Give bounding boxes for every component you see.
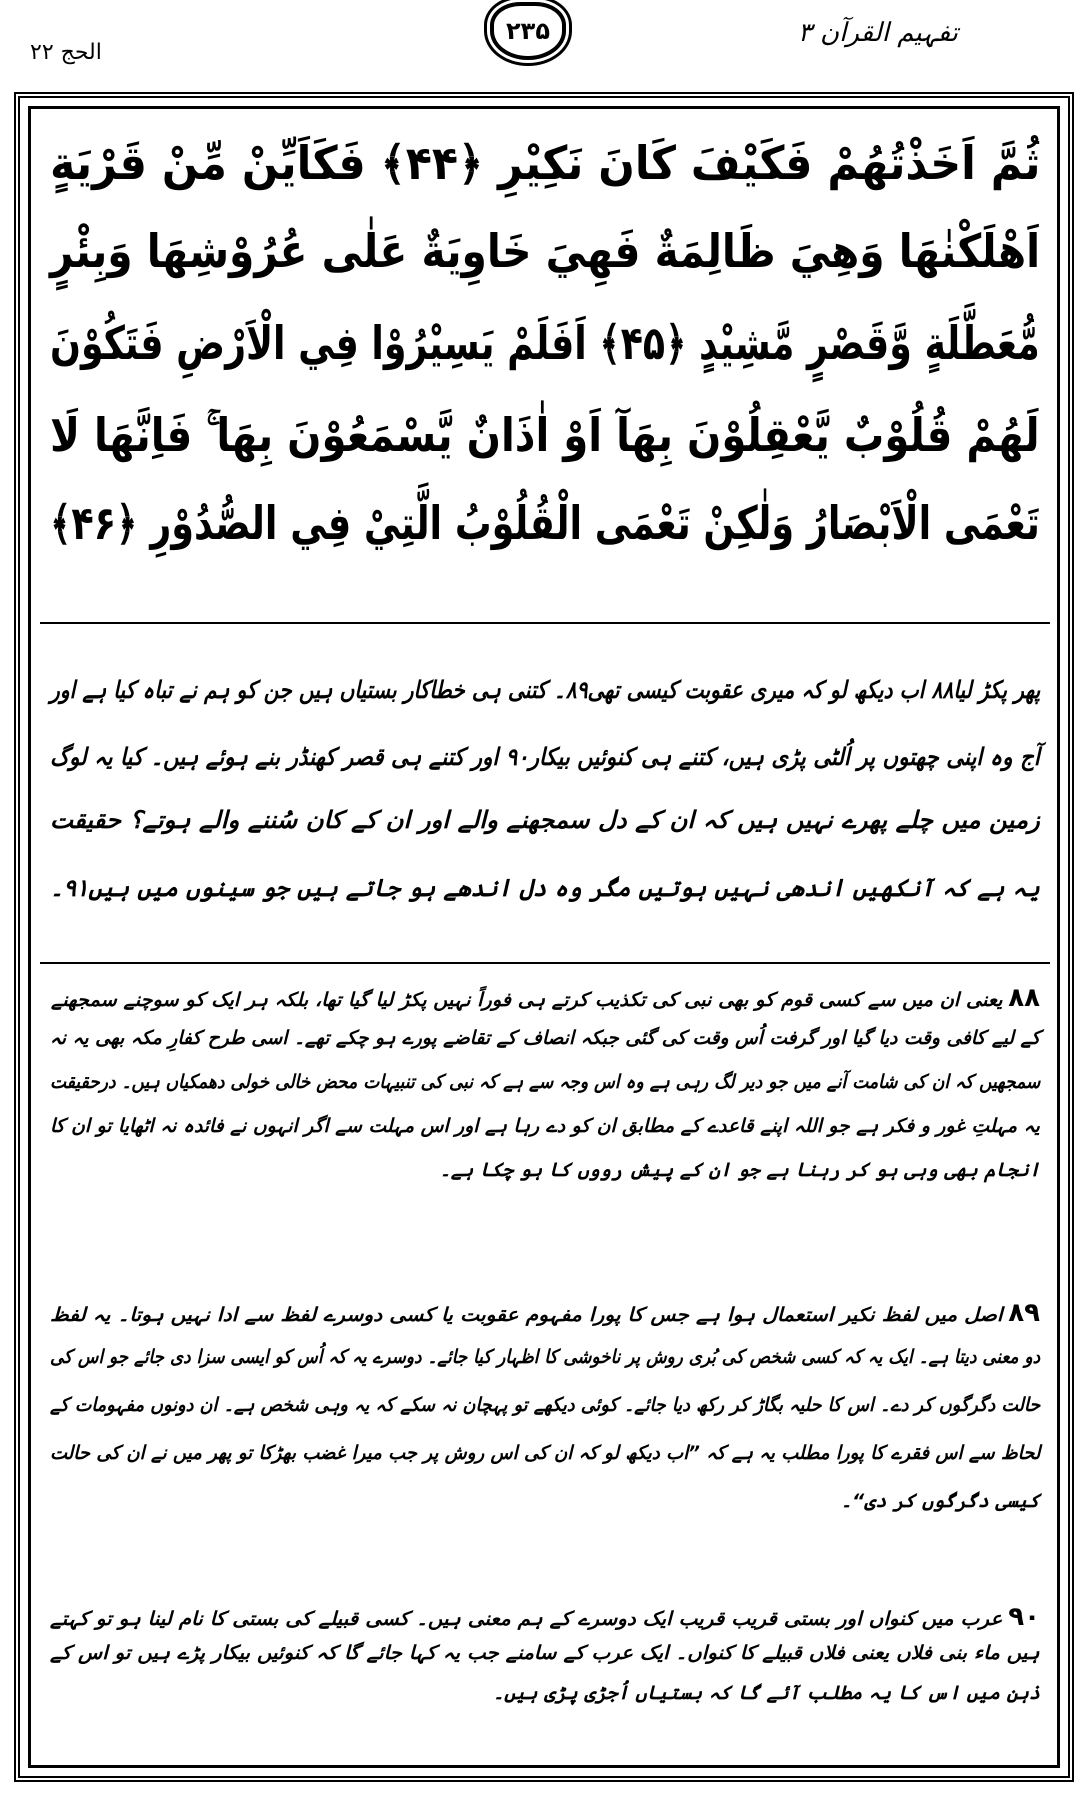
text-line: [50, 985, 1040, 1011]
book-title: تفہیم القرآن ۳: [797, 18, 958, 48]
text-line: [50, 876, 1040, 900]
line-text: ذہن میں اس کا یہ مطلب آئے گا کہ بستیاں اُجڑی پڑی ہیں۔: [493, 1682, 1040, 1704]
divider: [40, 962, 1050, 964]
text-line: [49, 136, 1041, 190]
text-line: [49, 224, 1040, 278]
line-text: یہ ہے کہ آنکھیں اندھی نہیں ہوتیں مگر وہ دل اندھے ہو جاتے ہیں جو سینوں میں ہیں۹۱۔: [50, 874, 1040, 902]
text-line: [50, 745, 1040, 769]
page-number-medallion: [490, 2, 566, 60]
text-line: [50, 1117, 1040, 1136]
line-text: لحاظ سے اس فقرے کا پورا مطلب یہ ہے کہ ”اب دیکھ لو کہ ان کی اس روش پر جب میرا غضب بھڑکا تو پھر میں نے ان کی حالت: [49, 1442, 1040, 1464]
line-text: حالت دگرگوں کر دے۔ اس کا حلیہ بگاڑ کر رکھ دیا جائے۔ کوئی دیکھے تو پہچان نہ سکے کہ یہ وہی شخص ہے۔ ان دونوں مفہومات کے: [49, 1394, 1040, 1416]
text-line: [50, 1348, 1040, 1367]
line-text: یعنی ان میں سے کسی قوم کو بھی نبی کی تکذیب کرتے ہی فوراً نہیں پکڑ لیا گیا تھا، بلکہ ہر ایک کو سوچنے سمجھنے: [50, 989, 1003, 1011]
page-number: ۲۳۵: [506, 17, 550, 45]
line-text: یہ مہلتِ غور و فکر ہے جو اللہ اپنے قاعدے کے مطابق ان کو دے رہا ہے اور اس مہلت سے اگر انہوں نے فائدہ نہ اٹھایا تو ان کا: [50, 1115, 1040, 1137]
text-line: [50, 316, 1040, 370]
text-line: [50, 1644, 1040, 1663]
text-line: [50, 1492, 1040, 1511]
surah-name: الحج ۲۲: [30, 40, 102, 65]
line-text: اَهْلَكْنٰهَا وَهِيَ ظَالِمَةٌ فَهِيَ خَاوِيَةٌ عَلٰى عُرُوْشِهَا وَبِئْرٍ: [49, 224, 1040, 278]
footnote-number: ۹۰: [1008, 1602, 1040, 1632]
text-line: [50, 408, 1040, 462]
line-text: انجام بھی وہی ہو کر رہنا ہے جو ان کے پیش رووں کا ہو چکا ہے۔: [439, 1159, 1040, 1181]
line-text: اصل میں لفظ نکیر استعمال ہوا ہے جس کا پورا مفہوم عقوبت یا کسی دوسرے لفظ سے ادا نہیں ہوتا۔ یہ لفظ: [49, 1304, 1003, 1326]
footnote-number: ۸۹: [1008, 1298, 1040, 1328]
text-line: [50, 1073, 1040, 1092]
text-line: [50, 1396, 1040, 1415]
line-text: عرب میں کنواں اور بستی قریب قریب ایک دوسرے کے ہم معنی ہیں۔ کسی قبیلے کی بستی کا نام لینا ہو تو کہتے: [49, 1608, 1003, 1630]
line-text: پھر پکڑ لیا۸۸ اب دیکھ لو کہ میری عقوبت کیسی تھی۸۹۔ کتنی ہی خطاکار بستیاں ہیں جن کو ہم نے تباہ کیا ہے اور: [49, 676, 1040, 704]
text-line: [50, 1444, 1040, 1463]
line-text: لَهُمْ قُلُوْبٌ يَّعْقِلُوْنَ بِهَآ اَوْ اٰذَانٌ يَّسْمَعُوْنَ بِهَا ۚ فَاِنَّهَا لَا: [50, 408, 1040, 462]
line-text: ثُمَّ اَخَذْتُهُمْ فَكَيْفَ كَانَ نَكِيْرِ ﴿۴۴﴾ فَكَاَيِّنْ مِّنْ قَرْيَةٍ: [49, 136, 1041, 190]
line-text: کیسی دگرگوں کر دی“۔: [840, 1490, 1040, 1512]
line-text: آج وہ اپنی چھتوں پر اُلٹی پڑی ہیں، کتنے ہی کنوئیں بیکار۹۰ اور کتنے ہی قصر کھنڈر بنے ہوئے ہیں۔ کیا یہ لوگ: [50, 743, 1040, 771]
text-line: [50, 1029, 1040, 1048]
line-text: ہیں ماء بنی فلاں یعنی فلاں قبیلے کا کنواں۔ ایک عرب کے سامنے جب یہ کہا جائے گا کہ کنوئیں بیکار پڑے ہیں تو اس کے: [50, 1642, 1040, 1664]
text-line: [50, 496, 1040, 550]
text-line: [50, 1300, 1040, 1326]
text-line: [50, 1161, 1040, 1180]
text-line: [50, 808, 1040, 832]
footnote-number: ۸۸: [1008, 983, 1040, 1013]
divider: [40, 622, 1050, 624]
text-line: [50, 678, 1040, 702]
line-text: مُّعَطَّلَةٍ وَّقَصْرٍ مَّشِيْدٍ ﴿۴۵﴾ اَفَلَمْ يَسِيْرُوْا فِي الْاَرْضِ فَتَكُوْنَ: [50, 316, 1040, 370]
line-text: دو معنی دیتا ہے۔ ایک یہ کہ کسی شخص کی بُری روش پر ناخوشی کا اظہار کیا جائے۔ دوسرے یہ کہ اُس کو ایسی سزا دی جائے جو اس کی: [49, 1346, 1040, 1368]
line-text: زمین میں چلے پھرے نہیں ہیں کہ ان کے دل سمجھنے والے اور ان کے کان سُننے والے ہوتے؟ حقیقت: [50, 806, 1040, 834]
text-line: [50, 1684, 1040, 1703]
text-line: [50, 1604, 1040, 1630]
line-text: کے لیے کافی وقت دیا گیا اور گرفت اُس وقت کی گئی جبکہ انصاف کے تقاضے پورے ہو چکے تھے۔ اسی طرح کفارِ مکہ بھی یہ نہ: [49, 1027, 1040, 1049]
line-text: سمجھیں کہ ان کی شامت آنے میں جو دیر لگ رہی ہے وہ اس وجہ سے ہے کہ نبی کی تنبیہات محض خالی خولی دھمکیاں ہیں۔ درحقیقت: [49, 1071, 1040, 1093]
line-text: تَعْمَى الْاَبْصَارُ وَلٰكِنْ تَعْمَى الْقُلُوْبُ الَّتِيْ فِي الصُّدُوْرِ ﴿۴۶﴾: [50, 496, 1040, 550]
